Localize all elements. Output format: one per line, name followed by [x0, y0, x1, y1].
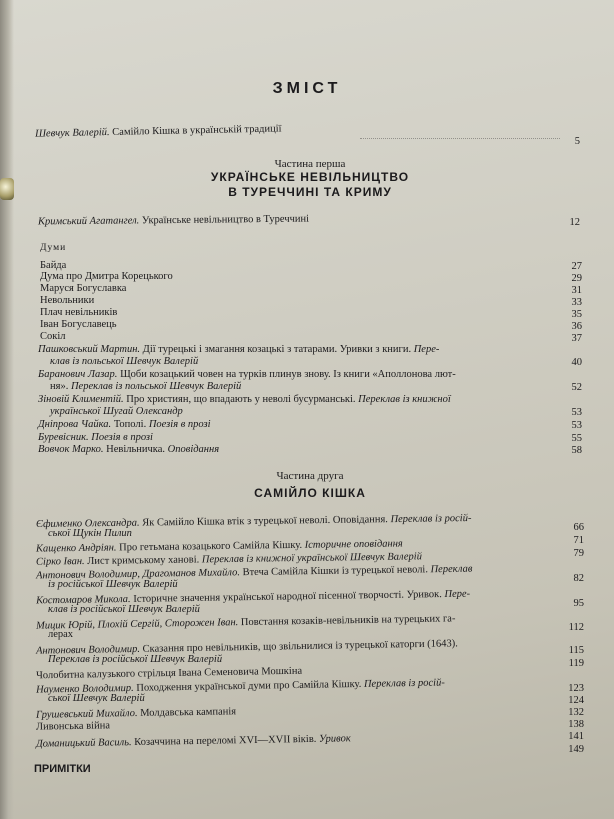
entry-title: Сокіл — [40, 331, 66, 342]
page-number: 5 — [574, 136, 580, 147]
page-number: 82 — [573, 573, 584, 584]
entry-translator: ської Щукін Пилип — [48, 528, 132, 539]
entry-genre: Поезія в прозі — [91, 432, 153, 443]
entry-title: Щоби козацький човен на турків плинув знову. Із книги «Аполлонова лют- — [120, 369, 456, 380]
entry-translator: клав із польської Шевчук Валерій — [50, 356, 199, 367]
toc-entry[interactable] — [38, 418, 211, 431]
entry-title: Молдавська кампанія — [140, 706, 237, 719]
entry-author: Єфименко Олександра. — [35, 517, 140, 531]
entry-title: Історичне значення української народної пісенної творчості. Уривок. — [133, 589, 442, 605]
page-number: 37 — [571, 333, 582, 344]
page-number: 27 — [571, 261, 582, 272]
toc-entry[interactable] — [36, 732, 351, 750]
page-number: 12 — [569, 217, 580, 228]
page-number: 115 — [568, 645, 584, 656]
entry-translator: Переклав — [430, 563, 473, 576]
binder-clip — [0, 178, 14, 200]
entry-author: Антонович Володимир, Драгоманов Михайло. — [35, 567, 241, 582]
entry-author: Грушевський Михайло. — [35, 707, 138, 721]
entry-author: Антонович Володимир. — [35, 643, 141, 657]
entry-title: Українське невільництво в Туреччині — [141, 213, 310, 227]
page-edge-shadow — [0, 0, 14, 819]
entry-author: Кримський Агатангел. — [37, 215, 140, 228]
entry-translator: Пере- — [413, 344, 440, 355]
entry-author: Кащенко Андріян. — [35, 542, 117, 555]
entry-author: Баранович Лазар. — [38, 369, 118, 380]
entry-translator: Переклав із польської Шевчук Валерій — [70, 381, 242, 392]
toc-entry-notes[interactable]: ПРИМІТКИ — [34, 763, 91, 775]
page-number: 53 — [571, 420, 582, 431]
page-number: 95 — [573, 598, 584, 609]
entry-author: Сірко Іван. — [35, 556, 85, 568]
entry-author: Костомаров Микола. — [35, 593, 131, 607]
entry-author: Шевчук Валерій. — [34, 127, 110, 140]
entry-genre: Історичне оповідання — [304, 538, 403, 551]
part-title-line2: В ТУРЕЧЧИНІ ТА КРИМУ — [228, 185, 392, 199]
entry-title: Невольники — [40, 295, 95, 306]
entry-title: лерах — [48, 629, 74, 640]
page-number: 29 — [571, 273, 582, 284]
leader-dots — [360, 125, 560, 139]
entry-title: Тополі. — [113, 419, 147, 430]
page-number: 141 — [568, 731, 584, 742]
entry-title: Втеча Самійла Кішки із турецької неволі. — [242, 564, 429, 579]
page-number: 36 — [571, 321, 582, 332]
entry-title: Іван Богуславець — [40, 319, 117, 330]
entry-translator: Переклав із книжної — [358, 394, 451, 405]
page-number: 79 — [573, 548, 584, 559]
toc-entry-continuation — [48, 692, 145, 705]
contents-heading: ЗМІСТ — [272, 80, 342, 97]
toc-entry[interactable] — [38, 213, 309, 229]
entry-title: Самійло Кішка в українській традиції — [112, 123, 282, 138]
page-number: 124 — [568, 695, 584, 706]
entry-title: Походження української думи про Самійла Кішку. — [136, 678, 362, 694]
entry-author: Вовчок Марко. — [38, 444, 104, 455]
toc-entry-continuation — [50, 380, 241, 393]
page-number: 132 — [568, 707, 584, 718]
entry-translator: із російської Шевчук Валерій — [48, 579, 178, 590]
entry-title: Про християн, що впадають у неволі бусурманські. — [126, 394, 356, 405]
entry-genre: Оповідання — [167, 444, 220, 455]
entry-translator: української Шугай Олександр — [50, 406, 183, 417]
page-number: 52 — [571, 382, 582, 393]
part-label: Частина перша — [274, 158, 346, 170]
toc-entry-continuation — [48, 578, 178, 591]
toc-entry-continuation — [48, 603, 200, 616]
toc-entry[interactable] — [40, 330, 66, 343]
entry-title: Ливонська війна — [35, 720, 111, 733]
part-title-line1: УКРАЇНСЬКЕ НЕВІЛЬНИЦТВО — [210, 170, 410, 184]
page-number: 112 — [568, 622, 584, 633]
toc-entry[interactable] — [36, 719, 110, 733]
toc-entry-continuation — [48, 527, 132, 540]
entry-translator: Переклав із книжної української Шевчук Валерій — [201, 551, 422, 566]
entry-author: Науменко Володимир. — [35, 682, 134, 696]
toc-entry-continuation — [48, 653, 222, 666]
entry-genre: Уривок — [318, 733, 351, 745]
entry-title: Лист кримському ханові. — [87, 554, 200, 567]
entry-title: Чолобитна калузького стрільця Івана Семеновича Мошкіна — [35, 665, 303, 682]
entry-genre: Поезія в прозі — [148, 419, 211, 430]
entry-author: Доманицький Василь. — [35, 737, 132, 750]
entry-author: Пашковський Мартин. — [38, 344, 141, 355]
toc-entry-continuation — [50, 405, 183, 418]
page-number: 31 — [571, 285, 582, 296]
entry-title: Про гетьмана козацького Самійла Кішку. — [119, 539, 303, 554]
entry-author: Дніпрова Чайка. — [38, 419, 112, 430]
part-label: Частина друга — [276, 470, 344, 482]
page-number: 55 — [571, 433, 582, 444]
toc-entry-continuation — [48, 628, 73, 641]
page-number: 66 — [573, 522, 584, 533]
entry-author: Зіновій Климентій. — [38, 394, 124, 405]
entry-translator: ської Шевчук Валерій — [48, 693, 145, 704]
page-number: 71 — [573, 535, 584, 546]
entry-translator: Пере- — [444, 588, 471, 600]
entry-title: Повстання козаків-невільників на турецьких га- — [240, 613, 456, 629]
toc-entry-continuation — [50, 355, 198, 368]
toc-entry-intro[interactable] — [35, 122, 282, 140]
page-number: 53 — [571, 407, 582, 418]
entry-title: Байда — [40, 260, 67, 271]
entry-title: Дума про Дмитра Корецького — [40, 271, 173, 282]
entry-title: Плач невільників — [40, 307, 118, 318]
entry-title: Дії турецькі і змагання козацькі з татарами. Уривки з книги. — [142, 344, 412, 355]
page-number: 35 — [571, 309, 582, 320]
part-title: САМІЙЛО КІШКА — [254, 486, 366, 500]
toc-entry[interactable] — [38, 443, 219, 456]
page-number: 123 — [568, 683, 584, 694]
entry-title: Невільничка. — [106, 444, 166, 455]
page-number: 58 — [571, 445, 582, 456]
entry-author: Мицик Юрій, Плохій Сергій, Сторожен Іван. — [35, 617, 239, 632]
page-number: 40 — [571, 357, 582, 368]
section-label-dumy: Думи — [40, 243, 67, 253]
page-number: 33 — [571, 297, 582, 308]
entry-title: Маруся Богуславка — [40, 283, 127, 294]
entry-title: ня». — [50, 381, 69, 392]
entry-translator: Переклав із російської Шевчук Валерій — [48, 654, 223, 665]
entry-translator: Переклав із росій- — [390, 512, 472, 526]
page-number: 119 — [568, 658, 584, 669]
entry-title: Козаччина на переломі XVI—XVII віків. — [134, 733, 317, 749]
entry-title: Як Самійло Кішка втік з турецької неволі. Оповідання. — [142, 514, 388, 529]
entry-title: Сказання про невільників, що звільнилися із турецької каторги (1643). — [142, 638, 458, 655]
page-number: 138 — [568, 719, 584, 730]
entry-translator: Переклав із росій- — [363, 677, 445, 690]
entry-author: Буревісник. — [38, 432, 89, 443]
page-number: 149 — [568, 744, 584, 755]
entry-translator: клав із російської Шевчук Валерій — [48, 604, 200, 615]
